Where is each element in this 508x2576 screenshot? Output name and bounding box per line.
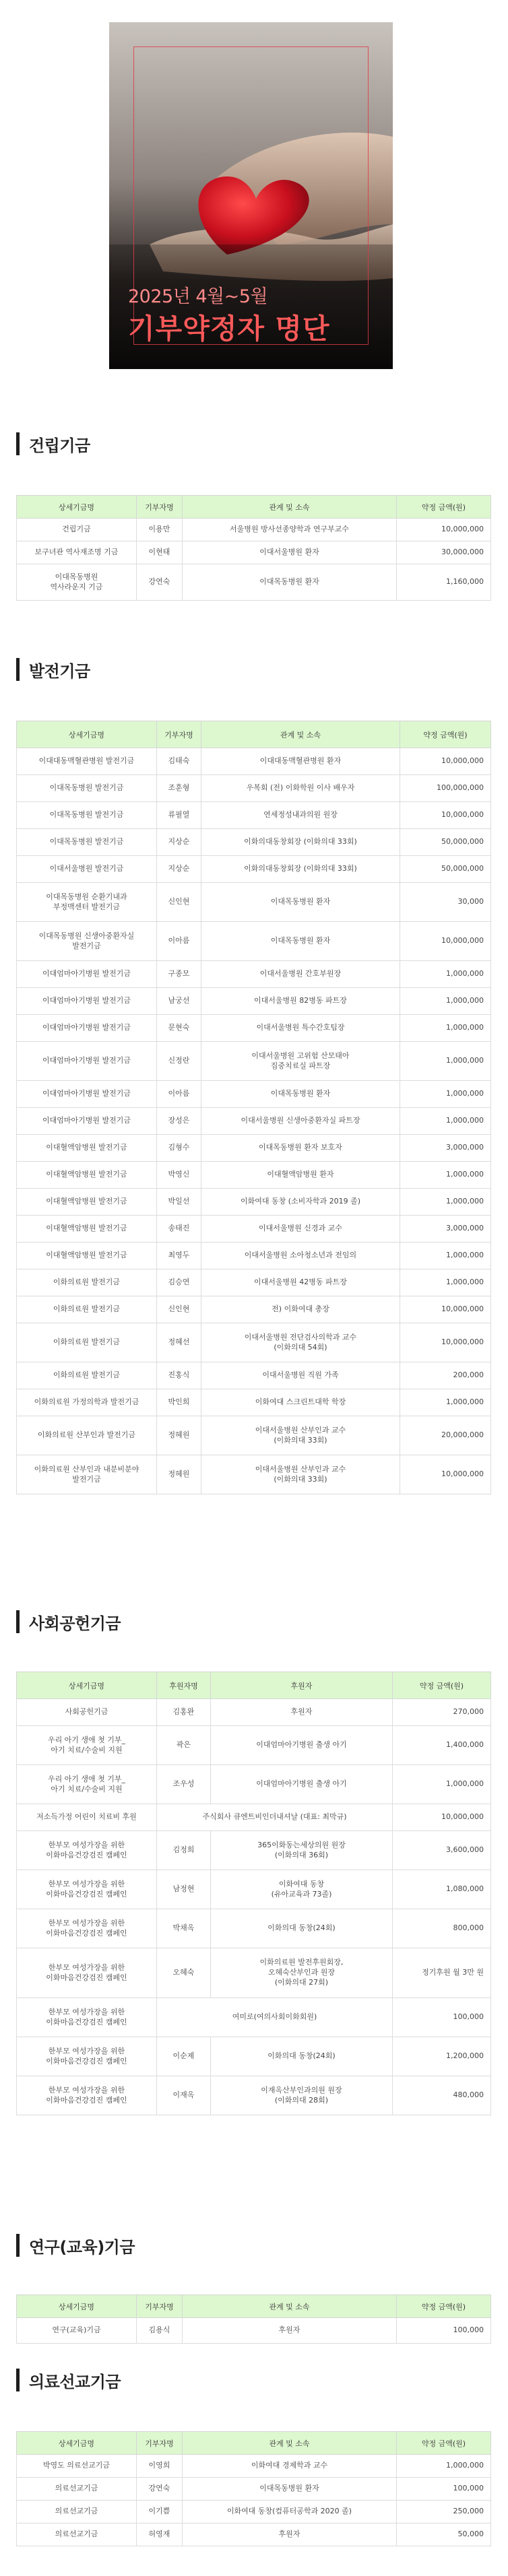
- amount-cell: 1,000,000: [400, 1015, 491, 1042]
- fund-name-cell: 박영도 의료선교기금: [17, 2455, 137, 2478]
- fund-name-cell: 이대엄마아기병원 발전기금: [17, 1108, 157, 1135]
- table-row: [17, 2455, 491, 2478]
- affiliation-cell: 이대서울병원 산부인과 교수 (이화의대 33회): [201, 1455, 400, 1494]
- amount-cell: 10,000,000: [400, 922, 491, 961]
- affiliation-cell: 이대서울병원 신생아중환자실 파트장: [201, 1108, 400, 1135]
- column-header: 관계 및 소속: [201, 721, 400, 748]
- column-header: 약정 금액(원): [397, 2295, 491, 2318]
- column-header: 상세기금명: [17, 2295, 137, 2318]
- donor-name-cell: 류필열: [157, 802, 201, 829]
- amount-cell: 1,000,000: [400, 1042, 491, 1081]
- table-row: [17, 1909, 491, 1948]
- amount-cell: 100,000,000: [400, 775, 491, 802]
- fund-name-cell: 이대목동병원 발전기금: [17, 829, 157, 856]
- hero-banner: [109, 22, 393, 369]
- donor-name-cell: 박영신: [157, 1162, 201, 1189]
- table-row: [17, 1455, 491, 1494]
- table-row: [17, 988, 491, 1015]
- table-row: [17, 961, 491, 988]
- fund-name-cell: 이대엄마아기병원 발전기금: [17, 1081, 157, 1108]
- table-research-fund: [16, 2294, 491, 2344]
- table-row: [17, 2478, 491, 2501]
- donor-name-cell: 최영두: [157, 1243, 201, 1269]
- affiliation-cell: 이화의대 동창(24회): [211, 2037, 393, 2076]
- column-header: 상세기금명: [17, 496, 137, 519]
- table-row: [17, 802, 491, 829]
- affiliation-cell: 이대목동병원 환자: [183, 2478, 397, 2501]
- affiliation-cell: 이대목동병원 환자: [201, 1081, 400, 1108]
- affiliation-cell: 365이화동는세상의원 원장 (이화의대 36회): [211, 1831, 393, 1870]
- amount-cell: 270,000: [393, 1699, 491, 1726]
- column-header: 관계 및 소속: [183, 2295, 397, 2318]
- donor-name-cell: 곽은: [157, 1726, 211, 1765]
- amount-cell: 10,000,000: [400, 1455, 491, 1494]
- amount-cell: 1,000,000: [400, 1162, 491, 1189]
- section-construction-fund: [16, 428, 490, 591]
- donor-name-cell: 지상순: [157, 856, 201, 883]
- donor-name-cell: 정혜원: [157, 1416, 201, 1455]
- amount-cell: 50,000: [397, 2523, 491, 2546]
- table-row: [17, 748, 491, 775]
- column-header: 약정 금액(원): [393, 1672, 491, 1699]
- table-development-fund: [16, 721, 491, 1494]
- amount-cell: 30,000,000: [397, 541, 491, 564]
- affiliation-cell: 이대서울병원 42병동 파트장: [201, 1269, 400, 1296]
- donor-name-cell: 박인희: [157, 1389, 201, 1416]
- donor-name-cell: 남정현: [157, 1870, 211, 1909]
- affiliation-cell: 이대혈액암병원 환자: [201, 1162, 400, 1189]
- affiliation-cell: 이화의료원 발전후원회장, 오혜숙산부인과 원장 (이화의대 27회): [211, 1948, 393, 1998]
- fund-name-cell: 한부모 여성가장을 위한 이화마음건강검진 캠페인: [17, 1831, 157, 1870]
- amount-cell: 1,000,000: [400, 1081, 491, 1108]
- column-header: 약정 금액(원): [400, 721, 491, 748]
- donor-name-cell: 이기쁨: [137, 2501, 183, 2523]
- amount-cell: 1,400,000: [393, 1726, 491, 1765]
- amount-cell: 1,000,000: [400, 961, 491, 988]
- donor-name-cell: 신인현: [157, 883, 201, 922]
- hero-title: 기부약정자 명단: [128, 312, 330, 345]
- fund-name-cell: 한부모 여성가장을 위한 이화마음건강검진 캠페인: [17, 1948, 157, 1998]
- table-row: [17, 519, 491, 541]
- fund-name-cell: 이대대동맥혈관병원 발전기금: [17, 748, 157, 775]
- fund-name-cell: 이대엄마아기병원 발전기금: [17, 988, 157, 1015]
- amount-cell: 800,000: [393, 1909, 491, 1948]
- affiliation-cell: 이대목동병원 환자 보호자: [201, 1135, 400, 1162]
- donor-name-cell: 장성은: [157, 1108, 201, 1135]
- affiliation-cell: 이대서울병원 82병동 파트장: [201, 988, 400, 1015]
- amount-cell: 1,000,000: [400, 1189, 491, 1216]
- affiliation-cell: 후원자: [211, 1699, 393, 1726]
- fund-name-cell: 연구(교육)기금: [17, 2318, 137, 2344]
- table-row: [17, 1726, 491, 1765]
- table-row: [17, 1948, 491, 1998]
- affiliation-cell: 이대서울병원 특수간호팀장: [201, 1015, 400, 1042]
- section-title: 건립기금: [29, 436, 90, 455]
- fund-name-cell: 이대혈액암병원 발전기금: [17, 1162, 157, 1189]
- section-title: 발전기금: [29, 661, 90, 681]
- affiliation-cell: 이화여대 동창(컴퓨터공학과 2020 졸): [183, 2501, 397, 2523]
- amount-cell: 50,000,000: [400, 829, 491, 856]
- amount-cell: 10,000,000: [400, 1323, 491, 1362]
- fund-name-cell: 보구녀관 역사재조명 기금: [17, 541, 137, 564]
- donor-name-cell: 허영재: [137, 2523, 183, 2546]
- affiliation-cell: 이대서울병원 고위험 산모태아 집중치료실 파트장: [201, 1042, 400, 1081]
- donor-name-cell: 이아름: [157, 922, 201, 961]
- affiliation-cell: 이대서울병원 전단검사의학과 교수 (이화의대 54회): [201, 1323, 400, 1362]
- table-row: [17, 1804, 491, 1831]
- amount-cell: 200,000: [400, 1362, 491, 1389]
- table-row: [17, 1042, 491, 1081]
- table-construction-fund: [16, 495, 491, 601]
- column-header: 기부자명: [137, 2295, 183, 2318]
- table-row: [17, 1389, 491, 1416]
- donor-name-cell: 신정란: [157, 1042, 201, 1081]
- donor-name-cell: 남궁선: [157, 988, 201, 1015]
- donor-name-cell: 여미로(여의사회이화회원): [157, 1998, 393, 2037]
- amount-cell: 10,000,000: [393, 1804, 491, 1831]
- donor-name-cell: 구종모: [157, 961, 201, 988]
- fund-name-cell: 이대혈액암병원 발전기금: [17, 1135, 157, 1162]
- amount-cell: 50,000,000: [400, 856, 491, 883]
- donor-name-cell: 오혜숙: [157, 1948, 211, 1998]
- amount-cell: 480,000: [393, 2076, 491, 2115]
- affiliation-cell: 이대서울병원 환자: [183, 541, 397, 564]
- affiliation-cell: 이대대동맥혈관병원 환자: [201, 748, 400, 775]
- table-row: [17, 829, 491, 856]
- table-row: [17, 2076, 491, 2115]
- hero-subtitle: 2025년 4월~5월: [128, 286, 268, 307]
- donor-name-cell: 정혜원: [157, 1455, 201, 1494]
- table-row: [17, 1831, 491, 1870]
- donor-name-cell: 김태숙: [157, 748, 201, 775]
- section-title: 사회공헌기금: [29, 1614, 121, 1633]
- table-row: [17, 1108, 491, 1135]
- fund-name-cell: 한부모 여성가장을 위한 이화마음건강검진 캠페인: [17, 2076, 157, 2115]
- column-header: 후원자: [211, 1672, 393, 1699]
- fund-name-cell: 의료선교기금: [17, 2523, 137, 2546]
- table-row: [17, 883, 491, 922]
- amount-cell: 1,160,000: [397, 564, 491, 601]
- table-row: [17, 1870, 491, 1909]
- donor-name-cell: 이영희: [137, 2455, 183, 2478]
- affiliation-cell: 전) 이화여대 총장: [201, 1296, 400, 1323]
- table-row: [17, 1362, 491, 1389]
- donor-name-cell: 송태진: [157, 1216, 201, 1243]
- donor-name-cell: 지상순: [157, 829, 201, 856]
- affiliation-cell: 이대목동병원 환자: [183, 564, 397, 601]
- fund-name-cell: 이대엄마아기병원 발전기금: [17, 961, 157, 988]
- donor-name-cell: 이순제: [157, 2037, 211, 2076]
- amount-cell: 1,000,000: [393, 1765, 491, 1804]
- donor-name-cell: 강연숙: [137, 564, 183, 601]
- affiliation-cell: 이대엄마아기병원 출생 아기: [211, 1726, 393, 1765]
- column-header: 관계 및 소속: [183, 2432, 397, 2455]
- amount-cell: 1,000,000: [400, 1108, 491, 1135]
- affiliation-cell: 이대서울병원 간호부원장: [201, 961, 400, 988]
- section-title: 의료선교기금: [29, 2372, 121, 2391]
- column-header: 약정 금액(원): [397, 496, 491, 519]
- fund-name-cell: 이대혈액암병원 발전기금: [17, 1189, 157, 1216]
- affiliation-cell: 우복회 (전) 이화학원 이사 배우자: [201, 775, 400, 802]
- affiliation-cell: 이화여대 스크린트대학 학장: [201, 1389, 400, 1416]
- column-header: 상세기금명: [17, 721, 157, 748]
- table-row: [17, 1135, 491, 1162]
- amount-cell: 3,600,000: [393, 1831, 491, 1870]
- affiliation-cell: 이대목동병원 환자: [201, 883, 400, 922]
- amount-cell: 1,080,000: [393, 1870, 491, 1909]
- fund-name-cell: 사회공헌기금: [17, 1699, 157, 1726]
- donor-name-cell: 김형수: [157, 1135, 201, 1162]
- amount-cell: 100,000: [397, 2318, 491, 2344]
- donor-name-cell: 이현태: [137, 541, 183, 564]
- amount-cell: 100,000: [397, 2478, 491, 2501]
- amount-cell: 1,200,000: [393, 2037, 491, 2076]
- affiliation-cell: 이화의대 동창(24회): [211, 1909, 393, 1948]
- fund-name-cell: 이화의료원 발전기금: [17, 1296, 157, 1323]
- table-row: [17, 775, 491, 802]
- fund-name-cell: 의료선교기금: [17, 2501, 137, 2523]
- fund-name-cell: 이화의료원 발전기금: [17, 1362, 157, 1389]
- donor-name-cell: 박채옥: [157, 1909, 211, 1948]
- donor-name-cell: 박일선: [157, 1189, 201, 1216]
- fund-name-cell: 우리 아기 생애 첫 기부_ 아기 치료/수술비 지원: [17, 1726, 157, 1765]
- table-row: [17, 1243, 491, 1269]
- donor-name-cell: 문현숙: [157, 1015, 201, 1042]
- table-row: [17, 1998, 491, 2037]
- column-header: 기부자명: [137, 496, 183, 519]
- fund-name-cell: 이대엄마아기병원 발전기금: [17, 1042, 157, 1081]
- fund-name-cell: 이대목동병원 발전기금: [17, 802, 157, 829]
- amount-cell: 30,000: [400, 883, 491, 922]
- fund-name-cell: 이화의료원 가정의학과 발전기금: [17, 1389, 157, 1416]
- table-row: [17, 1296, 491, 1323]
- table-row: [17, 1323, 491, 1362]
- donor-name-cell: 김용식: [137, 2318, 183, 2344]
- table-row: [17, 856, 491, 883]
- affiliation-cell: 이대서울병원 직원 가족: [201, 1362, 400, 1389]
- fund-name-cell: 이화의료원 발전기금: [17, 1323, 157, 1362]
- fund-name-cell: 이대목동병원 신생아중환자실 발전기금: [17, 922, 157, 961]
- amount-cell: 3,000,000: [400, 1216, 491, 1243]
- donor-name-cell: 김정희: [157, 1831, 211, 1870]
- table-row: [17, 1015, 491, 1042]
- section-development-fund: [16, 653, 490, 1484]
- affiliation-cell: 이대서울병원 산부인과 교수 (이화의대 33회): [201, 1416, 400, 1455]
- affiliation-cell: 이화의대동창회장 (이화의대 33회): [201, 856, 400, 883]
- table-row: [17, 922, 491, 961]
- amount-cell: 100,000: [393, 1998, 491, 2037]
- fund-name-cell: 저소득가정 어린이 치료비 후원: [17, 1804, 157, 1831]
- affiliation-cell: 이화의대동창회장 (이화의대 33회): [201, 829, 400, 856]
- donor-name-cell: 김승연: [157, 1269, 201, 1296]
- fund-name-cell: 이대목동병원 순환기내과 부정맥센터 발전기금: [17, 883, 157, 922]
- fund-name-cell: 이화의료원 산부인과 발전기금: [17, 1416, 157, 1455]
- affiliation-cell: 이화여대 경제학과 교수: [183, 2455, 397, 2478]
- table-medical-mission-fund: [16, 2431, 491, 2546]
- fund-name-cell: 이화의료원 발전기금: [17, 1269, 157, 1296]
- affiliation-cell: 후원자: [183, 2318, 397, 2344]
- column-header: 후원자명: [157, 1672, 211, 1699]
- fund-name-cell: 건립기금: [17, 519, 137, 541]
- amount-cell: 1,000,000: [400, 988, 491, 1015]
- affiliation-cell: 이대엄마아기병원 출생 아기: [211, 1765, 393, 1804]
- donor-name-cell: 진홍식: [157, 1362, 201, 1389]
- amount-cell: 1,000,000: [400, 1269, 491, 1296]
- amount-cell: 1,000,000: [400, 1243, 491, 1269]
- donor-name-cell: 이재옥: [157, 2076, 211, 2115]
- section-social-contribution-fund: [16, 1606, 490, 2105]
- column-header: 약정 금액(원): [397, 2432, 491, 2455]
- donor-name-cell: 김홍완: [157, 1699, 211, 1726]
- amount-cell: 10,000,000: [400, 748, 491, 775]
- table-row: [17, 1765, 491, 1804]
- donor-name-cell: 정혜선: [157, 1323, 201, 1362]
- column-header: 기부자명: [157, 721, 201, 748]
- fund-name-cell: 이대엄마아기병원 발전기금: [17, 1015, 157, 1042]
- table-row: [17, 2037, 491, 2076]
- donor-name-cell: 강연숙: [137, 2478, 183, 2501]
- table-row: [17, 564, 491, 601]
- affiliation-cell: 연세정성내과의원 원장: [201, 802, 400, 829]
- table-row: [17, 1269, 491, 1296]
- table-row: [17, 2501, 491, 2523]
- amount-cell: 10,000,000: [400, 802, 491, 829]
- fund-name-cell: 이대목동병원 발전기금: [17, 775, 157, 802]
- fund-name-cell: 한부모 여성가장을 위한 이화마음건강검진 캠페인: [17, 2037, 157, 2076]
- table-row: [17, 1081, 491, 1108]
- column-header: 상세기금명: [17, 2432, 137, 2455]
- amount-cell: 10,000,000: [397, 519, 491, 541]
- affiliation-cell: 이화여대 동창 (소비자학과 2019 졸): [201, 1189, 400, 1216]
- amount-cell: 정기후원 월 3만 원: [393, 1948, 491, 1998]
- fund-name-cell: 우리 아기 생애 첫 기부_ 아기 치료/수술비 지원: [17, 1765, 157, 1804]
- section-research-fund: [16, 2229, 490, 2335]
- amount-cell: 3,000,000: [400, 1135, 491, 1162]
- donor-name-cell: 조우성: [157, 1765, 211, 1804]
- amount-cell: 10,000,000: [400, 1296, 491, 1323]
- affiliation-cell: 이화여대 동창 (유아교육과 73졸): [211, 1870, 393, 1909]
- affiliation-cell: 후원자: [183, 2523, 397, 2546]
- affiliation-cell: 서울병원 방사선종양학과 연구부교수: [183, 519, 397, 541]
- amount-cell: 1,000,000: [400, 1389, 491, 1416]
- affiliation-cell: 이대서울병원 신경과 교수: [201, 1216, 400, 1243]
- fund-name-cell: 이화의료원 산부인과 내분비분야 발전기금: [17, 1455, 157, 1494]
- fund-name-cell: 한부모 여성가장을 위한 이화마음건강검진 캠페인: [17, 1909, 157, 1948]
- table-row: [17, 1416, 491, 1455]
- section-title: 연구(교육)기금: [29, 2237, 135, 2257]
- table-row: [17, 2318, 491, 2344]
- donor-name-cell: 조훈형: [157, 775, 201, 802]
- affiliation-cell: 이대목동병원 환자: [201, 922, 400, 961]
- affiliation-cell: 이대서울병원 소아청소년과 전임의: [201, 1243, 400, 1269]
- amount-cell: 250,000: [397, 2501, 491, 2523]
- fund-name-cell: 이대목동병원 역사라운지 기금: [17, 564, 137, 601]
- section-medical-mission-fund: [16, 2364, 490, 2539]
- donor-name-cell: 주식회사 큐엔트비인더내셔날 (대표: 최막규): [157, 1804, 393, 1831]
- fund-name-cell: 한부모 여성가장을 위한 이화마음건강검진 캠페인: [17, 1870, 157, 1909]
- donor-name-cell: 이아름: [157, 1081, 201, 1108]
- table-row: [17, 1216, 491, 1243]
- column-header: 기부자명: [137, 2432, 183, 2455]
- table-social-contribution-fund: [16, 1672, 491, 2115]
- amount-cell: 20,000,000: [400, 1416, 491, 1455]
- table-row: [17, 1162, 491, 1189]
- table-row: [17, 541, 491, 564]
- affiliation-cell: 이재옥산부인과의원 원장 (이화의대 28회): [211, 2076, 393, 2115]
- column-header: 관계 및 소속: [183, 496, 397, 519]
- fund-name-cell: 의료선교기금: [17, 2478, 137, 2501]
- fund-name-cell: 한부모 여성가장을 위한 이화마음건강검진 캠페인: [17, 1998, 157, 2037]
- table-row: [17, 2523, 491, 2546]
- table-row: [17, 1699, 491, 1726]
- amount-cell: 1,000,000: [397, 2455, 491, 2478]
- fund-name-cell: 이대혈액암병원 발전기금: [17, 1243, 157, 1269]
- table-row: [17, 1189, 491, 1216]
- donor-name-cell: 신인현: [157, 1296, 201, 1323]
- donor-name-cell: 이용만: [137, 519, 183, 541]
- column-header: 상세기금명: [17, 1672, 157, 1699]
- fund-name-cell: 이대혈액암병원 발전기금: [17, 1216, 157, 1243]
- fund-name-cell: 이대서울병원 발전기금: [17, 856, 157, 883]
